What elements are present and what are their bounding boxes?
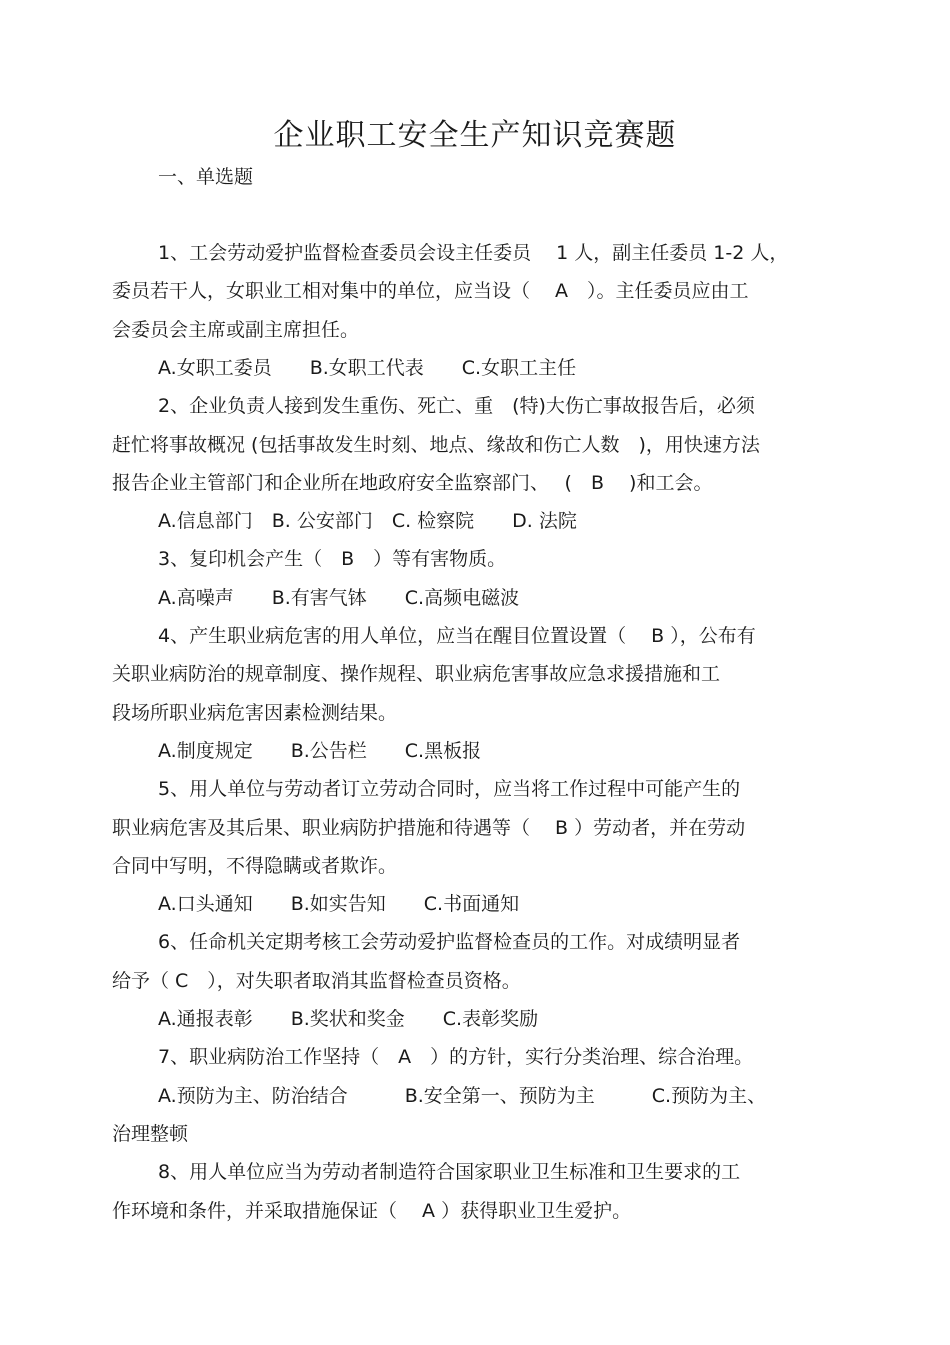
text-line: 1、工会劳动爱护监督检查委员会设主任委员 1 人，副主任委员 1-2 人， [158, 242, 789, 264]
text-line: 8、用人单位应当为劳动者制造符合国家职业卫生标准和卫生要求的工 [158, 1161, 741, 1184]
text-line: A.口头通知 B.如实告知 C.书面通知 [158, 893, 520, 916]
text-line: 治理整顿 [112, 1122, 189, 1145]
text-line: 给予（ C ），对失职者取消其监督检查员资格。 [112, 969, 521, 992]
text-line: 会委员会主席或副主席担任。 [112, 318, 360, 341]
text-line: 作环境和条件，并采取措施保证（ A ）获得职业卫生爱护。 [112, 1199, 632, 1222]
section-heading: 一、单选题 [158, 166, 254, 188]
text-line: A.女职工委员 B.女职工代表 C.女职工主任 [158, 356, 577, 379]
text-line: 2、企业负责人接到发生重伤、死亡、重 (特)大伤亡事故报告后，必须 [158, 395, 755, 418]
document-title: 企业职工安全生产知识竞赛题 [273, 118, 677, 153]
text-line: A.通报表彰 B.奖状和奖金 C.表彰奖励 [158, 1008, 539, 1030]
text-line: 报告企业主管部门和企业所在地政府安全监察部门、 ( B )和工会。 [112, 471, 713, 494]
text-line: A.预防为主、防治结合 B.安全第一、预防为主 C.预防为主、 [158, 1084, 767, 1107]
text-line: 7、职业病防治工作坚持（ A ）的方针，实行分类治理、综合治理。 [158, 1046, 754, 1069]
text-line: 职业病危害及其后果、职业病防护措施和待遇等（ B ）劳动者，并在劳动 [112, 816, 746, 839]
text-line: 3、复印机会产生（ B ）等有害物质。 [158, 548, 507, 571]
text-line: 赶忙将事故概况 (包括事故发生时刻、地点、缘故和伤亡人数 )，用快速方法 [112, 433, 760, 456]
text-line: 6、任命机关定期考核工会劳动爱护监督检查员的工作。对成绩明显者 [158, 931, 741, 954]
text-line: A.制度规定 B.公告栏 C.黑板报 [158, 739, 482, 762]
text-line: 5、用人单位与劳动者订立劳动合同时，应当将工作过程中可能产生的 [158, 778, 741, 801]
text-line: 委员若干人，女职业工相对集中的单位，应当设（ A ）。主任委员应由工 [112, 280, 749, 303]
text-line: 4、产生职业病危害的用人单位，应当在醒目位置设置（ B ），公布有 [158, 625, 756, 647]
text-line: 合同中写明，不得隐瞒或者欺诈。 [112, 854, 398, 877]
text-line: 关职业病防治的规章制度、操作规程、职业病危害事故应急求援措施和工 [112, 663, 721, 686]
text-line: A.高噪声 B.有害气钵 C.高频电磁波 [158, 586, 520, 609]
text-line: 段场所职业病危害因素检测结果。 [112, 701, 398, 724]
text-line: A.信息部门 B. 公安部门 C. 检察院 D. 法院 [158, 510, 577, 533]
